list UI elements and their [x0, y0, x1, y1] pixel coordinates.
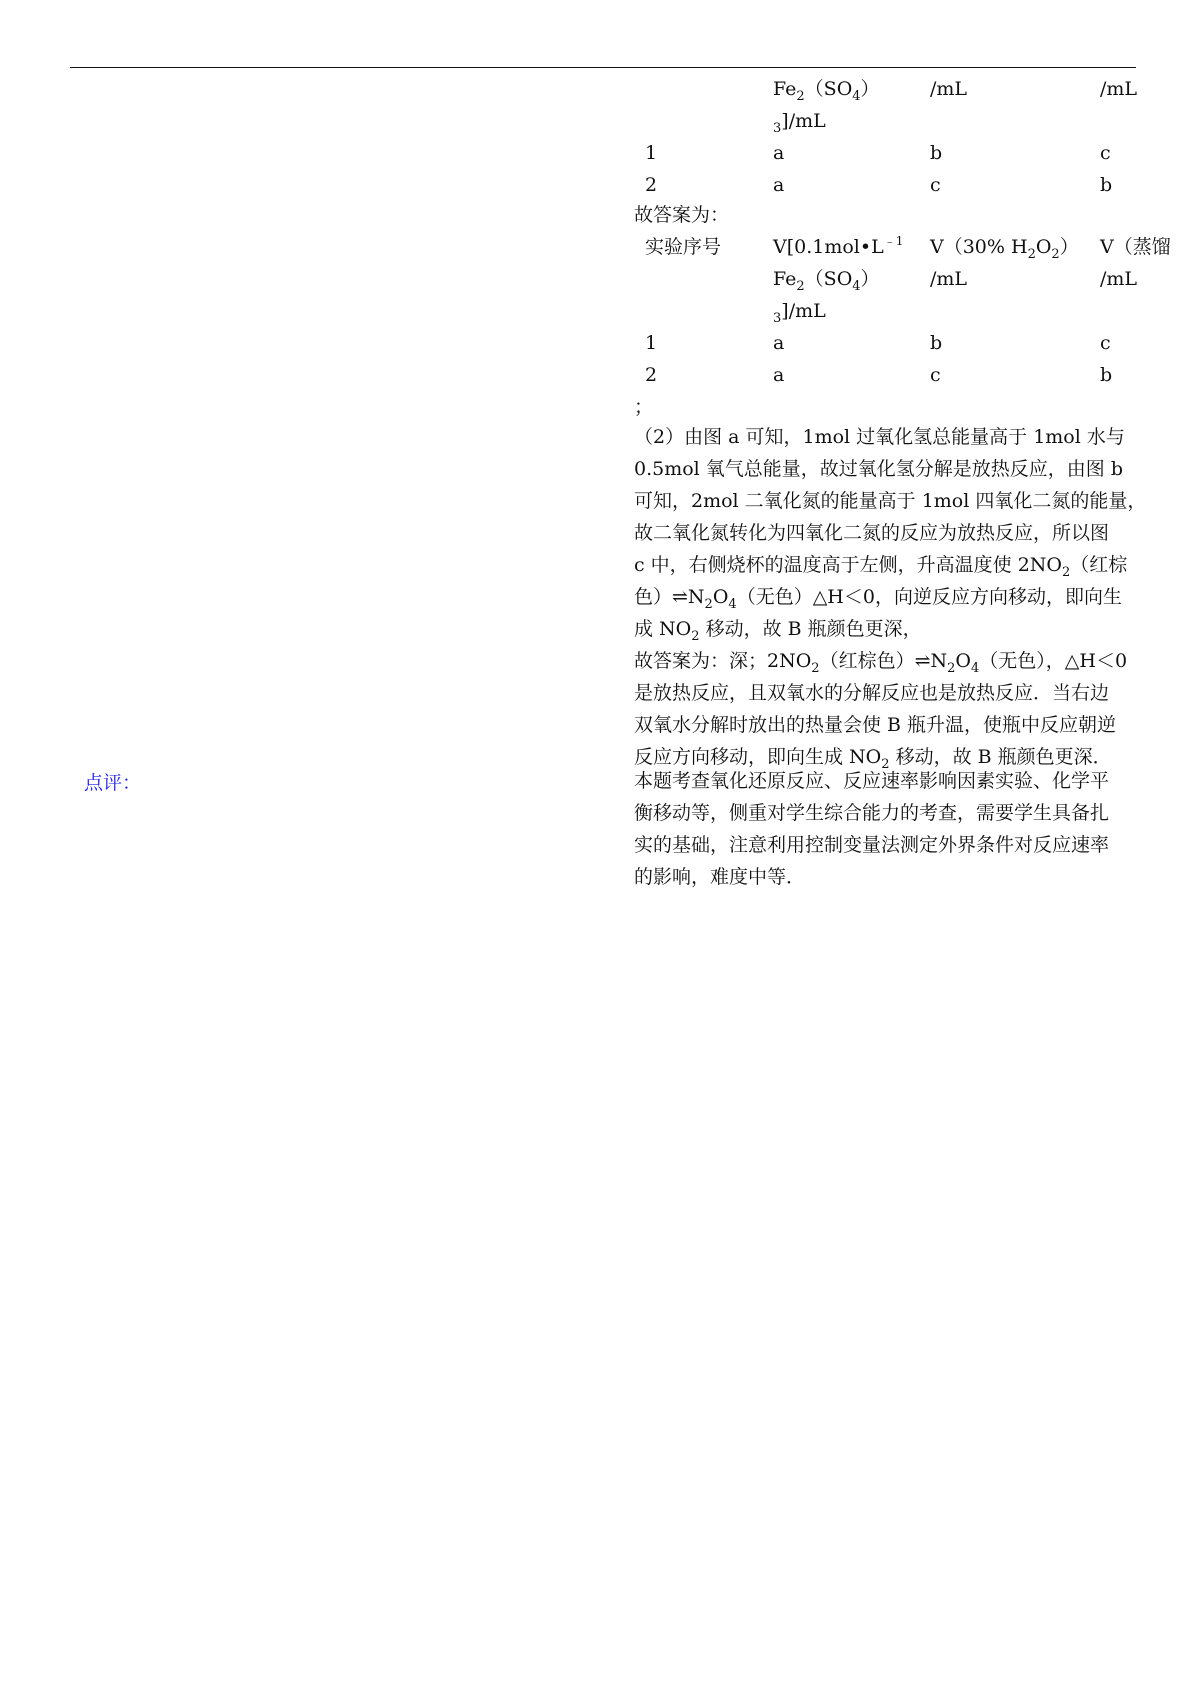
comment-text [634, 765, 1164, 893]
part2-line: 0.5mol 氧气总能量，故过氧化氢分解是放热反应，由图 b [634, 458, 1123, 480]
comment-label: 点评： [84, 772, 142, 794]
part2-line: 故二氧化氮转化为四氧化二氮的反应为放热反应，所以图 [634, 522, 1110, 544]
table-row-cell-no: 2 [645, 364, 658, 386]
part2-line: 可知，2mol 二氧化氮的能量高于 1mol 四氧化二氮的能量， [634, 490, 1147, 512]
semicolon: ； [634, 396, 654, 418]
part2-explanation [634, 421, 1164, 773]
part2-line: c 中，右侧烧杯的温度高于左侧，升高温度使 $2NO_2$（红棕 [634, 554, 1128, 580]
table2-header-fe-line2: $Fe_2(SO_4)$ [773, 268, 880, 294]
table-row-cell-no: 2 [645, 174, 658, 196]
table-row-cell-h2o2: c [930, 364, 941, 386]
part2-line: （2）由图 a 可知，1mol 过氧化氢总能量高于 1mol 水与 [634, 426, 1125, 448]
part2-answer-line: 双氧水分解时放出的热量会使 B 瓶升温，使瓶中反应朝逆 [634, 714, 1117, 736]
table-row-cell-no: 1 [645, 142, 658, 164]
table-row-cell-water: c [1100, 142, 1111, 164]
table1-fe-header-line1: $Fe_2(SO_4)$ [773, 78, 880, 104]
table-row-cell-fe: a [773, 142, 785, 164]
table-row-cell-water: c [1100, 332, 1111, 354]
part2-answer-line: 是放热反应，且双氧水的分解反应也是放热反应．当右边 [634, 682, 1110, 704]
table-row-cell-h2o2: b [930, 142, 943, 164]
table2-header-h2o2-unit: /mL [930, 268, 968, 290]
table2-header-fe-line3: $_3$]/mL [773, 300, 826, 326]
table1-fe-header-line2: $_3$]/mL [773, 110, 826, 136]
header-rule [70, 67, 1136, 68]
table2-header-water-unit: /mL [1100, 268, 1138, 290]
table-row-cell-fe: a [773, 364, 785, 386]
table1-h2o2-unit: /mL [930, 78, 968, 100]
answer-label: 故答案为： [634, 204, 730, 226]
table2-header-no: 实验序号 [645, 236, 722, 258]
comment-line: 衡移动等，侧重对学生综合能力的考查，需要学生具备扎 [634, 802, 1110, 824]
table1-water-unit: /mL [1100, 78, 1138, 100]
table-row-cell-h2o2: c [930, 174, 941, 196]
comment-line: 的影响，难度中等． [634, 866, 806, 888]
part2-answer-line: 反应方向移动，即向生成 $NO_2$ 移动，故 B 瓶颜色更深． [634, 746, 1112, 772]
table-row-cell-fe: a [773, 332, 785, 354]
table-row-cell-fe: a [773, 174, 785, 196]
table-row-cell-h2o2: b [930, 332, 943, 354]
table2-header-fe-line1: $V[0.1mol•L^{﹣1}$ [773, 234, 904, 258]
table-row-cell-water: b [1100, 174, 1113, 196]
part2-line: 色）$\rightleftharpoons N_2O_4$（无色）△H＜0，向逆反应方向移动，即向生 [634, 586, 1122, 612]
table2-header-h2o2: V（30% $H_2O_2$） [930, 236, 1079, 262]
part2-line: 成 $NO_2$ 移动，故 B 瓶颜色更深， [634, 618, 922, 644]
comment-line: 本题考查氧化还原反应、反应速率影响因素实验、化学平 [634, 770, 1110, 792]
part2-answer-line: 故答案为：深；$2NO_2$（红棕色）$\rightleftharpoons N_2O_4$（无色），△H＜0 [634, 650, 1128, 676]
table-row-cell-no: 1 [645, 332, 658, 354]
table2-header-water: V（蒸馏 [1100, 236, 1171, 258]
comment-line: 实的基础，注意利用控制变量法测定外界条件对反应速率 [634, 834, 1110, 856]
table-row-cell-water: b [1100, 364, 1113, 386]
